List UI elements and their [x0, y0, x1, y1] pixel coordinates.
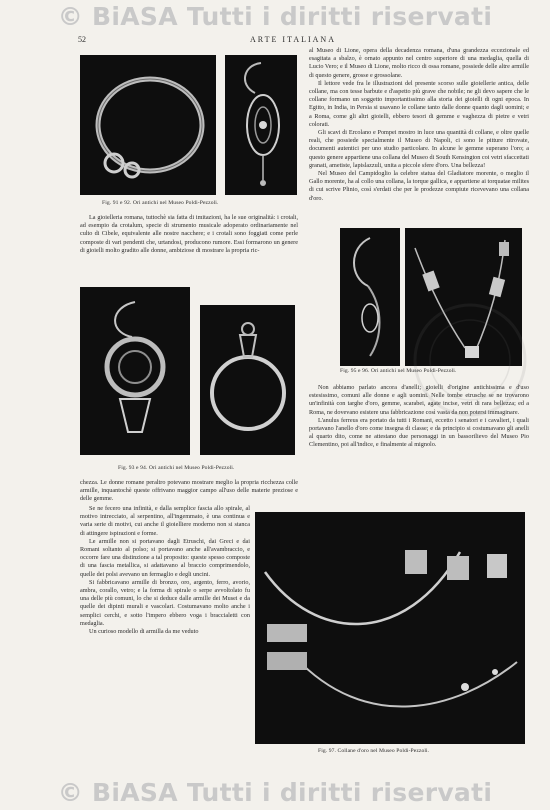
bracelet-illustration: [80, 55, 216, 195]
paragraph: Il lettore vede fra le illustrazioni del presente scorso sulle gioiellerie antica, delle collane, ma con tesse barbute e d'aspetto più grave che nobile; ne gli devo sapere che le collane formano un soggetto importantissimo alla storia dei gioielli di ogni epoca. In Egitto, in India, in Persia si usavano le collane tanto dalle donne quanto dagli uomini; e a Roma, come gli altri gioielli, ebbero tesori di gemme e vaghezza di pietre e vetri colorati.: [309, 79, 529, 128]
text-column-left-bot: [80, 479, 298, 504]
photo-fig-91-bracelet: [80, 55, 216, 195]
caption-fig-97: Fig. 97. Collane d'oro nel Museo Poldi-Pezzoli.: [318, 748, 430, 754]
photo-fig-97-necklaces: [255, 512, 525, 744]
ring-illustration: [200, 305, 295, 455]
necklaces-illustration: [255, 512, 525, 744]
pendant-illustration: [225, 55, 297, 195]
caption-fig-91-92: Fig. 91 e 92. Ori antichi nel Museo Poldi-Pezzoli.: [102, 200, 219, 206]
photo-fig-93-spiral-earring: [80, 287, 190, 455]
paragraph: Le armille non si portavano dagli Etruschi, dai Greci e dai Romani soltanto al polso; si portavano anche all'avambraccio, e occorre fare una distinzione a tal proposito: queste spesso composte di una fascia metallica, si adattavano al braccio comprimendolo, quelle dei polsi avevano un fermaglio e degli uncini.: [80, 537, 250, 578]
paragraph: chezza. Le donne romane peraltro potevano mostrare meglio la propria ricchezza colle armille, inquantochè queste offrivano maggior campo all'uso delle materie preziose e delle gemme.: [80, 479, 298, 503]
paragraph: al Museo di Lione, opera della decadenza romana, d'una grandezza eccezionale ed esagitata a sbalzo, è ornato appunto nel centro superiore di una medaglia, quella di Lucio Vero; e il Museo di Lione, molto ricco di ossa romane, possiede delle altre armille di questo genere, grosse e grossolane.: [309, 47, 529, 79]
paragraph: Nel Museo del Campidoglio la celebre statua del Gladiatore morente, o meglio il Gallo morente, ha al collo una collana, la torque gallica, e appartiene ai torquatae milites di cui scrive Plinio, così s'erdati che per le prodezze compiute ricevevano una collana d'oro.: [309, 170, 529, 202]
watermark-bottom: © BiASA Tutti i diritti riservati: [57, 778, 493, 807]
earring-illustration: [340, 228, 400, 366]
watermark-top: © BiASA Tutti i diritti riservati: [57, 2, 493, 31]
paragraph: Non abbiamo parlato ancora d'anelli; gioielli d'origine antichissima e d'uso estesissimo, comuni alle donne e agli uomini. Nelle tombe etrusche se ne trovarono un'infinità con targhe d'oro, gemme, scarabei, agate incise, vetri di rara bellezza; ed a Roma, ne dovevano esistere una fabbricazione così vasta da non potersi immaginare.: [309, 384, 529, 416]
paragraph: Se ne fecero una infinità, e dalla semplice fascia allo spirale, al motivo intrecciato, al serpentino, all'ingemmato, è una continua e varia serie di motivi, cui anche il gioielliere moderno non si stanca di attingere ispirazioni e forme.: [80, 505, 250, 537]
spiral-earring-illustration: [80, 287, 190, 455]
text-column-right-top: [309, 47, 529, 203]
page-number: 52: [78, 35, 86, 44]
paragraph: Si fabbricavano armille di bronzo, oro, argento, ferro, avorio, ambra, corallo, vetro; e la forma di spirale o serpe avvoltolato fu una delle più comuni, lo che si deduce dalle armille dei Musei e da quelle dei dipinti murali e vascolari. Costumavano molto anche i semplici cerchi, e sotto l'impero ebbero voga i braccialetti con medaglia.: [80, 578, 250, 627]
journal-title: ARTE ITALIANA: [250, 35, 336, 44]
caption-fig-95-96: Fig. 95 e 96. Ori antichi nel Museo Poldi-Pezzoli.: [340, 368, 457, 374]
text-column-left-mid: [80, 214, 298, 255]
caption-fig-93-94: Fig. 93 e 94. Ori antichi nel Museo Poldi-Pezzoli.: [118, 465, 235, 471]
paragraph: Gli scavi di Ercolano e Pompei mostro in luce una quantità di collane, e oltre quelle reali, che possiede specialmente il Museo di Napoli, ci sono le pitture ritrovate, documenti autentici per uno studio particolare. In alcune le gemme superano l'oro; a questo genere appartiene una collana del Museo di South Kensington coi vetri sfaccettati granati, ametiste, lapislazzuli, unita a piccole sfere d'oro. Una bellezza!: [309, 129, 529, 169]
paragraph: Un curioso modello di armilla da me veduto: [89, 628, 199, 636]
paragraph: L'anulus ferreus era portato da tutti i Romani, eccetto i senatori e i cavalieri, i quali portavano l'anello d'oro come insegna di classe; e da principio si costumavano gli anelli al quarto dito, come ne attestano due personaggi in un bassorilievo del Museo Pio Clementino, poi all'indice, e finalmente al mignolo.: [309, 416, 529, 449]
paragraph: La gioielleria romana, tuttochè sia fatta di imitazioni, ha le sue originalità: i crotali, ad esempio da crotalum, specie di strumento musicale adoperato ordinariamente nel culto di Cibele, equivalente alle nostre nacchere; e i crotali sono foggiati come perle composte di vari pendenti che, urtandosi, producono rumore. Essi formarono un genere di gioielli molto gradito alle donne, ambiziose di mostrare la propria ric-: [80, 214, 298, 254]
library-stamp: [405, 300, 535, 420]
photo-fig-94-ring: [200, 305, 295, 455]
photo-fig-95-earring: [340, 228, 400, 366]
text-column-left-narrow: [80, 505, 250, 636]
photo-fig-92-pendant: [225, 55, 297, 195]
